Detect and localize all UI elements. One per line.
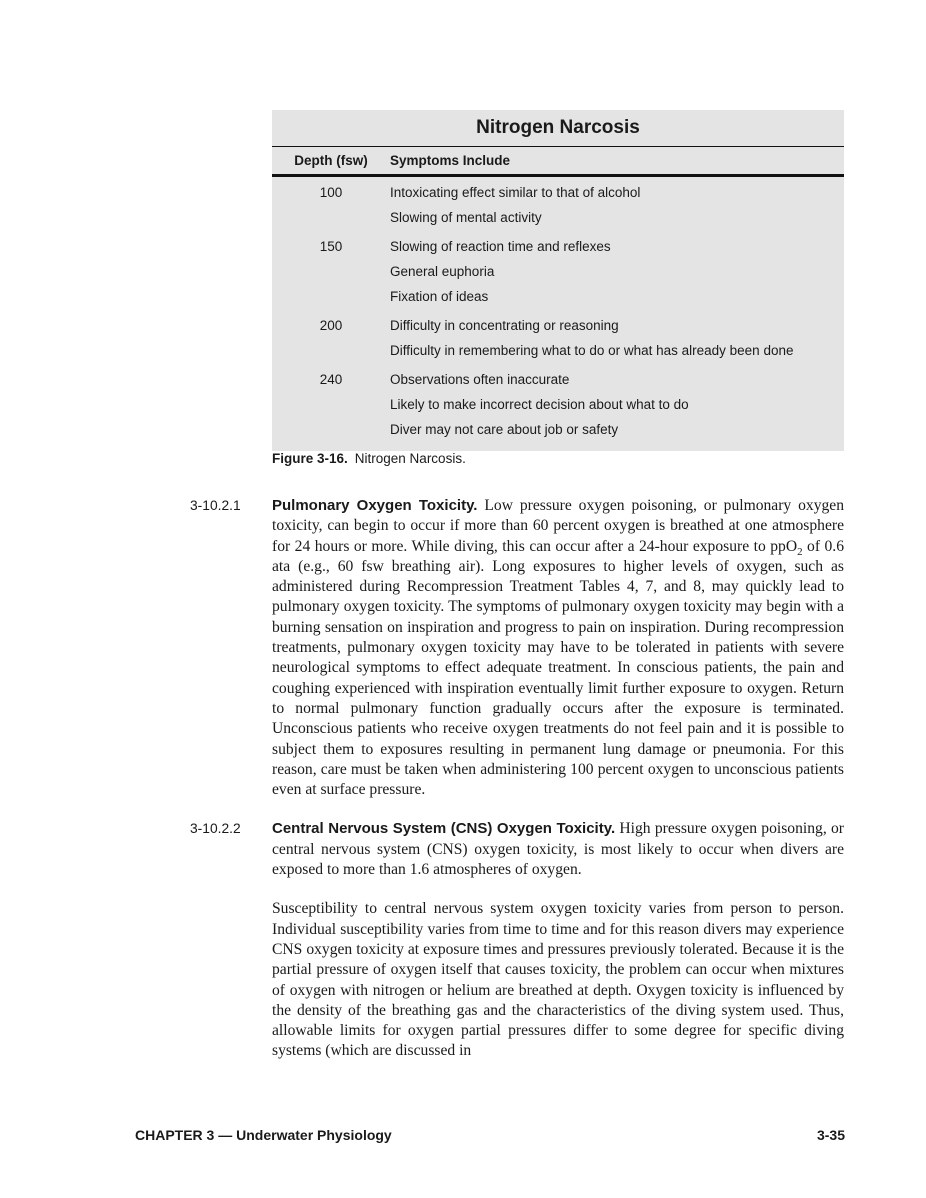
- table-row: [272, 234, 844, 259]
- symptom-cell: Slowing of reaction time and reflexes: [390, 239, 611, 254]
- page-footer: [135, 1127, 845, 1143]
- section-number: 3-10.2.2: [190, 821, 241, 837]
- symptom-cell: Diver may not care about job or safety: [390, 422, 619, 437]
- symptom-cell: Slowing of mental activity: [390, 210, 542, 225]
- page-content: [190, 496, 844, 1081]
- paragraph-cns-susceptibility: [190, 899, 844, 1061]
- symptom-cell: Intoxicating effect similar to that of alcohol: [390, 185, 641, 200]
- table-row-group-100: [272, 180, 844, 230]
- table-row: [272, 338, 844, 363]
- table-row: [272, 367, 844, 392]
- table-row-group-150: [272, 234, 844, 309]
- depth-cell: [272, 205, 390, 230]
- depth-cell: [272, 417, 390, 442]
- section-paragraph: [272, 819, 844, 880]
- depth-cell: [272, 392, 390, 417]
- depth-cell: 200: [319, 318, 343, 333]
- table-row-group-240: [272, 367, 844, 442]
- footer-page-number: 3-35: [816, 1127, 845, 1143]
- symptom-cell: Fixation of ideas: [390, 289, 489, 304]
- nitrogen-narcosis-figure: [272, 110, 844, 451]
- table-body: [272, 177, 844, 451]
- subscript-2: 2: [797, 545, 803, 558]
- table-row: [272, 259, 844, 284]
- section-body-text: Low pressure oxygen poisoning, or pulmonary oxygen toxicity, can begin to occur if more than 60 percent oxygen is breathed at one atmosphere for 24 hours or more. While diving, this can occur after a 24-hour exposure to ppO: [272, 497, 845, 555]
- figure-caption-text: Nitrogen Narcosis.: [354, 451, 466, 466]
- column-header-symptoms: Symptoms Include: [390, 153, 511, 168]
- section-number: 3-10.2.1: [190, 498, 241, 513]
- section-3-10-2-2: [190, 819, 844, 880]
- table-row-group-200: [272, 313, 844, 363]
- symptom-cell: Likely to make incorrect decision about what to do: [390, 397, 689, 412]
- section-paragraph: [272, 496, 844, 800]
- table-row: [272, 180, 844, 205]
- symptom-cell: Observations often inaccurate: [390, 372, 570, 387]
- section-number-empty: [190, 899, 272, 1061]
- symptom-cell: Difficulty in concentrating or reasoning: [390, 318, 619, 333]
- table-header-row: [272, 147, 844, 177]
- column-header-depth: Depth (fsw): [294, 153, 368, 168]
- table-row: [272, 205, 844, 230]
- depth-cell: 240: [319, 372, 343, 387]
- table-title: Nitrogen Narcosis: [272, 110, 844, 147]
- symptom-cell: Difficulty in remembering what to do or what has already been done: [390, 343, 794, 358]
- depth-cell: [272, 338, 390, 363]
- section-body-text: High pressure oxygen poisoning, or central nervous system (CNS) oxygen toxicity, is most likely to occur when divers are exposed to more than 1.6 atmospheres of oxygen.: [272, 820, 844, 879]
- depth-cell: [272, 259, 390, 284]
- table-row: [272, 284, 844, 309]
- section-heading: Pulmonary Oxygen Toxicity.: [272, 497, 478, 514]
- table-row: [272, 313, 844, 338]
- footer-chapter-title: CHAPTER 3 — Underwater Physiology: [135, 1127, 392, 1143]
- depth-cell: 100: [319, 185, 343, 200]
- depth-cell: 150: [319, 239, 343, 254]
- table-row: [272, 392, 844, 417]
- section-paragraph: Susceptibility to central nervous system oxygen toxicity varies from person to person. Individual susceptibility varies from time to time and for this reason divers may experience CNS oxygen toxicity at exposure times and pressures previously tolerated. Because it is the partial pressure of oxygen itself that causes toxicity, the problem can occur when mixtures of oxygen with nitrogen or helium are breathed at depth. Oxygen toxicity is influenced by the density of the breathing gas and the characteristics of the diving system used. Thus, allowable limits for oxygen partial pressures differ to some degree for specific diving systems (which are discussed in: [272, 900, 844, 1060]
- table-row: [272, 417, 844, 442]
- figure-caption: [272, 451, 466, 466]
- symptom-cell: General euphoria: [390, 264, 495, 279]
- section-heading: Central Nervous System (CNS) Oxygen Toxicity.: [272, 820, 616, 838]
- section-3-10-2-1: [190, 496, 844, 800]
- section-body-text: of 0.6 ata (e.g., 60 fsw breathing air). Long exposures to higher levels of oxygen, such as administered during Recompression Treatment Tables 4, 7, and 8, may quickly lead to pulmonary oxygen toxicity. The symptoms of pulmonary oxygen toxicity may begin with a burning sensation on inspiration and progress to pain on inspiration. During recompression treatments, pulmonary oxygen toxicity may have to be tolerated in patients with severe neurological symptoms to effect adequate treatment. In conscious patients, the pain and coughing experienced with inspiration eventually limit further exposure to oxygen. Return to normal pulmonary function gradually occurs after the exposure is terminated. Unconscious patients who receive oxygen treatments do not feel pain and it is possible to subject them to exposures resulting in permanent lung damage or pneumonia. For this reason, care must be taken when administering 100 percent oxygen to unconscious patients even at surface pressure.: [272, 537, 844, 799]
- figure-caption-label: Figure 3-16.: [272, 451, 348, 466]
- depth-cell: [272, 284, 390, 309]
